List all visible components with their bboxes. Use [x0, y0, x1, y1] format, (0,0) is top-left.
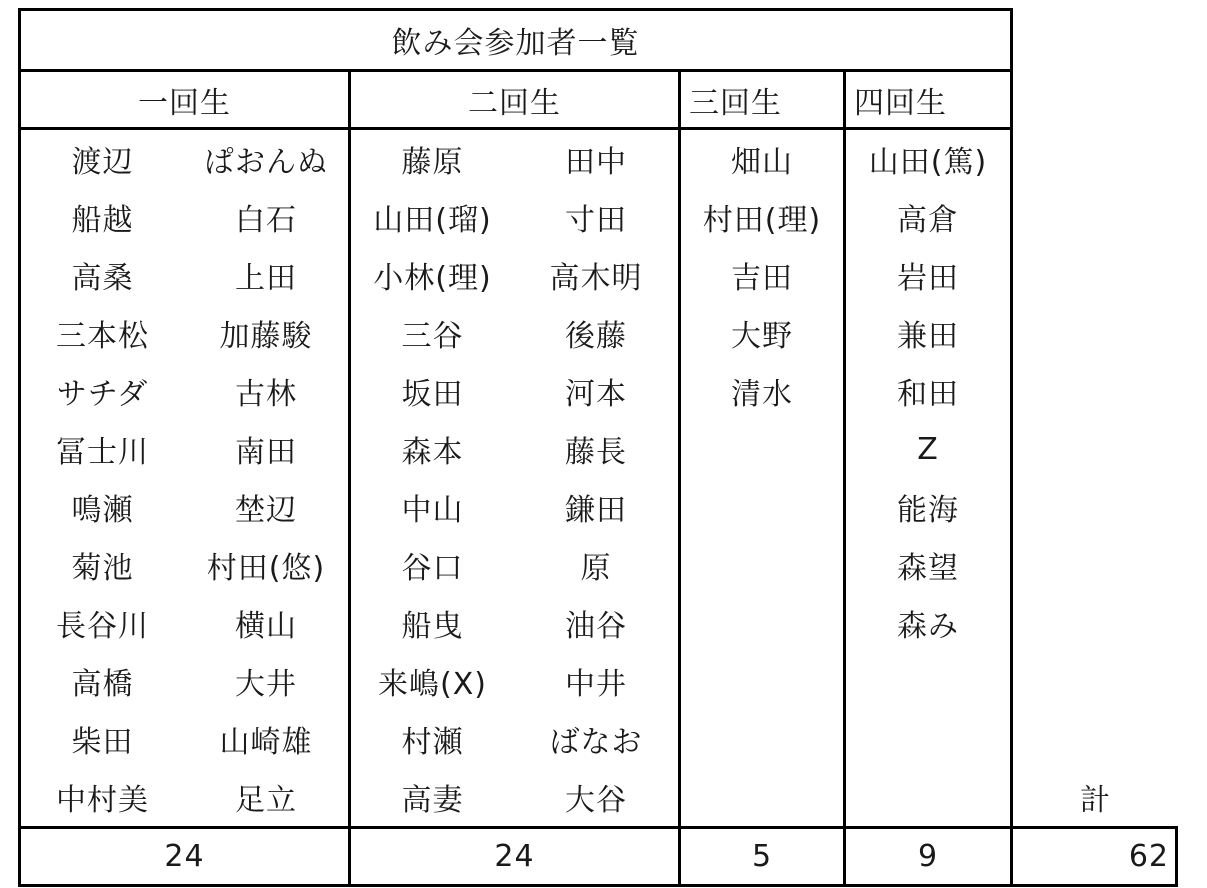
- list-item: Z: [917, 431, 939, 467]
- list-item: 中村美: [56, 783, 149, 818]
- list-item: 三谷: [401, 319, 464, 354]
- list-item: 山崎雄: [219, 725, 313, 760]
- list-item: 能海: [897, 493, 959, 528]
- list-item: 村田(悠): [206, 551, 326, 586]
- list-item: 吉田: [731, 261, 793, 296]
- list-item: 柴田: [71, 725, 134, 760]
- list-item: 坂田: [401, 377, 464, 412]
- list-item: 村田(理): [702, 203, 822, 238]
- list-item: 白石: [235, 203, 297, 238]
- list-item: 高倉: [897, 203, 959, 238]
- list-item: 清水: [731, 377, 793, 412]
- list-item: 中山: [401, 493, 464, 528]
- list-item: 岩田: [897, 261, 959, 296]
- list-item: 河本: [565, 377, 627, 412]
- list-item: 菊池: [71, 551, 134, 586]
- list-item: 村瀬: [401, 725, 464, 760]
- list-item: 山田(篤): [868, 145, 988, 180]
- list-item: 鳴瀬: [71, 493, 134, 528]
- total-label: 計: [1080, 783, 1111, 818]
- list-item: 油谷: [565, 609, 627, 644]
- page-title: 飲み会参加者一覧: [391, 26, 640, 61]
- list-item: 後藤: [565, 319, 627, 354]
- list-item: 高桑: [71, 261, 134, 296]
- list-item: 南田: [235, 435, 297, 470]
- list-item: 鎌田: [565, 493, 627, 528]
- list-item: 高橋: [71, 667, 134, 702]
- list-item: 森望: [897, 551, 959, 586]
- list-item: 高妻: [401, 783, 464, 818]
- list-item: 加藤駿: [219, 319, 313, 354]
- list-item: 兼田: [897, 319, 959, 354]
- list-item: ぱおんぬ: [204, 145, 328, 180]
- total-all: 62: [1128, 839, 1169, 874]
- header-year2: 二回生: [468, 85, 561, 121]
- list-item: ばなお: [549, 725, 643, 760]
- total-year4: 9: [917, 839, 939, 874]
- list-item: 渡辺: [71, 145, 134, 180]
- total-year2: 24: [494, 839, 535, 874]
- list-item: 三本松: [56, 319, 149, 354]
- header-year3: 三回生: [689, 85, 782, 121]
- list-item: 寸田: [565, 203, 627, 238]
- header-year1: 一回生: [138, 85, 231, 121]
- list-item: 来嶋(X): [378, 667, 487, 702]
- list-item: 和田: [897, 377, 959, 412]
- list-item: 森み: [897, 609, 959, 644]
- list-item: 森本: [401, 435, 464, 470]
- list-item: 上田: [235, 261, 297, 296]
- list-item: 船曳: [401, 609, 464, 644]
- list-item: 小林(理): [373, 261, 492, 296]
- list-item: 埜辺: [235, 493, 297, 528]
- list-item: 谷口: [401, 551, 464, 586]
- header-year4: 四回生: [854, 85, 947, 121]
- total-year3: 5: [751, 839, 773, 874]
- list-item: 長谷川: [56, 609, 149, 644]
- total-year1: 24: [164, 839, 205, 874]
- list-item: 大井: [235, 667, 297, 702]
- list-item: 田中: [565, 145, 627, 180]
- list-item: 藤原: [401, 145, 464, 180]
- list-item: 藤長: [565, 435, 627, 470]
- list-item: 中井: [565, 667, 627, 702]
- list-item: 原: [580, 551, 612, 586]
- list-item: 大野: [731, 319, 793, 354]
- list-item: 横山: [235, 609, 297, 644]
- list-item: 足立: [235, 783, 297, 818]
- list-item: 古林: [235, 377, 297, 412]
- list-item: 船越: [71, 203, 134, 238]
- list-item: サチダ: [56, 377, 149, 412]
- list-item: 冨士川: [56, 435, 149, 470]
- list-item: 畑山: [731, 145, 793, 180]
- list-item: 大谷: [565, 783, 627, 818]
- list-item: 高木明: [549, 261, 643, 296]
- list-item: 山田(瑠): [373, 203, 492, 238]
